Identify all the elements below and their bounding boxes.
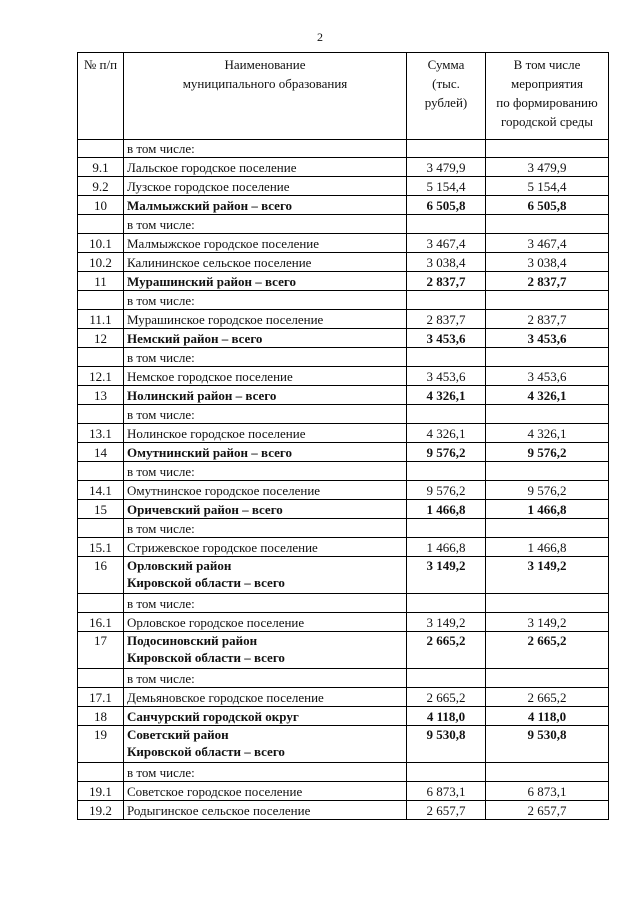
row-sum: [407, 215, 486, 234]
table-row: [78, 462, 609, 481]
row-name: Малмыжский район – всего: [124, 196, 407, 215]
row-name-line1: Советский район: [127, 727, 229, 742]
row-number: 10.1: [78, 234, 124, 253]
header-number: № п/п: [78, 53, 124, 140]
table-row: [78, 500, 609, 519]
row-name: в том числе:: [124, 405, 407, 424]
row-number: 10: [78, 196, 124, 215]
row-part: [486, 763, 609, 782]
row-part: 3 038,4: [486, 253, 609, 272]
table-row: [78, 669, 609, 688]
row-name: Калининское сельское поселение: [124, 253, 407, 272]
row-number: 11.1: [78, 310, 124, 329]
row-name: в том числе:: [124, 462, 407, 481]
row-name-line1: Подосиновский район: [127, 633, 258, 648]
row-number: [78, 669, 124, 688]
table-row: [78, 272, 609, 291]
row-name: [124, 632, 407, 669]
row-sum: 3 149,2: [407, 557, 486, 594]
table-row: [78, 801, 609, 820]
row-number: 10.2: [78, 253, 124, 272]
table-row: [78, 140, 609, 158]
row-sum: [407, 140, 486, 158]
row-number: [78, 291, 124, 310]
table-row: [78, 538, 609, 557]
header-part-line4: городской среды: [500, 114, 594, 129]
row-sum: [407, 763, 486, 782]
table-row: [78, 253, 609, 272]
row-sum: 6 873,1: [407, 782, 486, 801]
table-row: [78, 158, 609, 177]
row-sum: [407, 669, 486, 688]
row-sum: 4 326,1: [407, 424, 486, 443]
row-name: в том числе:: [124, 140, 407, 158]
table-row: [78, 367, 609, 386]
row-number: 17.1: [78, 688, 124, 707]
row-name-line1: Орловский район: [127, 558, 232, 573]
row-part: [486, 291, 609, 310]
row-part: 1 466,8: [486, 538, 609, 557]
header-sum-line3: рублей): [424, 95, 468, 110]
row-sum: 3 149,2: [407, 613, 486, 632]
row-number: 14: [78, 443, 124, 462]
row-part: 3 467,4: [486, 234, 609, 253]
row-part: 2 837,7: [486, 310, 609, 329]
row-number: 9.2: [78, 177, 124, 196]
row-sum: 1 466,8: [407, 538, 486, 557]
table-row: [78, 613, 609, 632]
row-name: Омутнинское городское поселение: [124, 481, 407, 500]
row-sum: 2 665,2: [407, 632, 486, 669]
row-name: в том числе:: [124, 669, 407, 688]
row-name: Нолинский район – всего: [124, 386, 407, 405]
row-part: 2 665,2: [486, 632, 609, 669]
row-name: Родыгинское сельское поселение: [124, 801, 407, 820]
row-name-line2: Кировской области – всего: [127, 744, 285, 759]
row-sum: 4 326,1: [407, 386, 486, 405]
header-name: [124, 53, 407, 140]
row-name: Санчурский городской округ: [124, 707, 407, 726]
row-number: 16.1: [78, 613, 124, 632]
row-number: 19.2: [78, 801, 124, 820]
row-name: Омутнинский район – всего: [124, 443, 407, 462]
row-sum: [407, 291, 486, 310]
row-part: 2 657,7: [486, 801, 609, 820]
row-name: в том числе:: [124, 348, 407, 367]
row-sum: [407, 462, 486, 481]
row-name: Лальское городское поселение: [124, 158, 407, 177]
header-part-line2: мероприятия: [510, 76, 583, 91]
row-number: 12: [78, 329, 124, 348]
table-row: [78, 329, 609, 348]
row-sum: 3 467,4: [407, 234, 486, 253]
row-name: [124, 726, 407, 763]
row-number: 9.1: [78, 158, 124, 177]
row-number: [78, 519, 124, 538]
row-name: Немское городское поселение: [124, 367, 407, 386]
row-part: [486, 462, 609, 481]
row-number: 15.1: [78, 538, 124, 557]
row-name: в том числе:: [124, 215, 407, 234]
row-number: [78, 215, 124, 234]
row-part: 6 505,8: [486, 196, 609, 215]
row-number: [78, 140, 124, 158]
row-number: [78, 462, 124, 481]
row-sum: 2 837,7: [407, 310, 486, 329]
row-part: 3 479,9: [486, 158, 609, 177]
row-part: 3 453,6: [486, 367, 609, 386]
row-sum: 4 118,0: [407, 707, 486, 726]
row-part: [486, 594, 609, 613]
row-part: 4 326,1: [486, 424, 609, 443]
row-sum: 5 154,4: [407, 177, 486, 196]
row-part: 2 665,2: [486, 688, 609, 707]
row-name: в том числе:: [124, 763, 407, 782]
row-part: [486, 348, 609, 367]
row-name: Советское городское поселение: [124, 782, 407, 801]
table-row: [78, 481, 609, 500]
row-sum: 9 530,8: [407, 726, 486, 763]
table-row: [78, 557, 609, 594]
row-part: 3 149,2: [486, 557, 609, 594]
table-row: [78, 726, 609, 763]
row-number: 16: [78, 557, 124, 594]
row-part: 3 453,6: [486, 329, 609, 348]
row-sum: 3 038,4: [407, 253, 486, 272]
table-row: [78, 348, 609, 367]
row-name: [124, 557, 407, 594]
row-number: [78, 405, 124, 424]
budget-table: [77, 52, 609, 820]
header-sum: [407, 53, 486, 140]
table-row: [78, 215, 609, 234]
row-part: 4 118,0: [486, 707, 609, 726]
table-row: [78, 632, 609, 669]
page-number: 2: [317, 30, 323, 44]
row-part: 6 873,1: [486, 782, 609, 801]
row-sum: 3 453,6: [407, 329, 486, 348]
row-sum: 9 576,2: [407, 443, 486, 462]
row-part: 5 154,4: [486, 177, 609, 196]
row-sum: 2 837,7: [407, 272, 486, 291]
row-sum: 2 657,7: [407, 801, 486, 820]
row-name: Оричевский район – всего: [124, 500, 407, 519]
row-part: [486, 140, 609, 158]
row-part: 9 576,2: [486, 443, 609, 462]
row-number: 17: [78, 632, 124, 669]
row-part: 4 326,1: [486, 386, 609, 405]
row-number: 13.1: [78, 424, 124, 443]
row-sum: 2 665,2: [407, 688, 486, 707]
row-name: Демьяновское городское поселение: [124, 688, 407, 707]
header-part-line3: по формированию: [496, 95, 598, 110]
row-part: 1 466,8: [486, 500, 609, 519]
table-row: [78, 424, 609, 443]
row-number: [78, 594, 124, 613]
row-sum: [407, 519, 486, 538]
row-number: 18: [78, 707, 124, 726]
header-sum-line2: (тыс.: [432, 76, 460, 91]
row-part: 9 530,8: [486, 726, 609, 763]
table-row: [78, 594, 609, 613]
row-name: Малмыжское городское поселение: [124, 234, 407, 253]
table-row: [78, 707, 609, 726]
header-part: [486, 53, 609, 140]
row-name: Стрижевское городское поселение: [124, 538, 407, 557]
row-number: 19.1: [78, 782, 124, 801]
row-part: 2 837,7: [486, 272, 609, 291]
row-name: Лузское городское поселение: [124, 177, 407, 196]
row-sum: 3 453,6: [407, 367, 486, 386]
row-sum: 9 576,2: [407, 481, 486, 500]
header-part-line1: В том числе: [513, 57, 581, 72]
table-row: [78, 386, 609, 405]
row-number: [78, 763, 124, 782]
row-number: 14.1: [78, 481, 124, 500]
row-name: в том числе:: [124, 594, 407, 613]
table-row: [78, 291, 609, 310]
row-part: [486, 519, 609, 538]
table-header-row: [78, 53, 609, 140]
row-number: 12.1: [78, 367, 124, 386]
row-part: 3 149,2: [486, 613, 609, 632]
table-row: [78, 688, 609, 707]
row-name: Орловское городское поселение: [124, 613, 407, 632]
row-number: [78, 348, 124, 367]
row-sum: [407, 594, 486, 613]
row-sum: 6 505,8: [407, 196, 486, 215]
table-row: [78, 310, 609, 329]
row-part: [486, 405, 609, 424]
table-row: [78, 763, 609, 782]
row-sum: [407, 348, 486, 367]
row-name-line2: Кировской области – всего: [127, 650, 285, 665]
row-number: 15: [78, 500, 124, 519]
row-number: 13: [78, 386, 124, 405]
row-name: Мурашинское городское поселение: [124, 310, 407, 329]
table-row: [78, 443, 609, 462]
row-name-line2: Кировской области – всего: [127, 575, 285, 590]
row-name: Мурашинский район – всего: [124, 272, 407, 291]
header-name-line2: муниципального образования: [182, 76, 348, 91]
row-part: [486, 215, 609, 234]
table-body: [78, 140, 609, 820]
row-number: 11: [78, 272, 124, 291]
row-sum: 3 479,9: [407, 158, 486, 177]
header-sum-line1: Сумма: [427, 57, 465, 72]
table-row: [78, 519, 609, 538]
table-row: [78, 234, 609, 253]
row-name: в том числе:: [124, 519, 407, 538]
row-sum: [407, 405, 486, 424]
row-name: Нолинское городское поселение: [124, 424, 407, 443]
table-row: [78, 405, 609, 424]
row-name: в том числе:: [124, 291, 407, 310]
row-part: [486, 669, 609, 688]
row-number: 19: [78, 726, 124, 763]
row-name: Немский район – всего: [124, 329, 407, 348]
row-part: 9 576,2: [486, 481, 609, 500]
table-row: [78, 782, 609, 801]
table-row: [78, 177, 609, 196]
row-sum: 1 466,8: [407, 500, 486, 519]
header-name-line1: Наименование: [224, 57, 306, 72]
table-row: [78, 196, 609, 215]
